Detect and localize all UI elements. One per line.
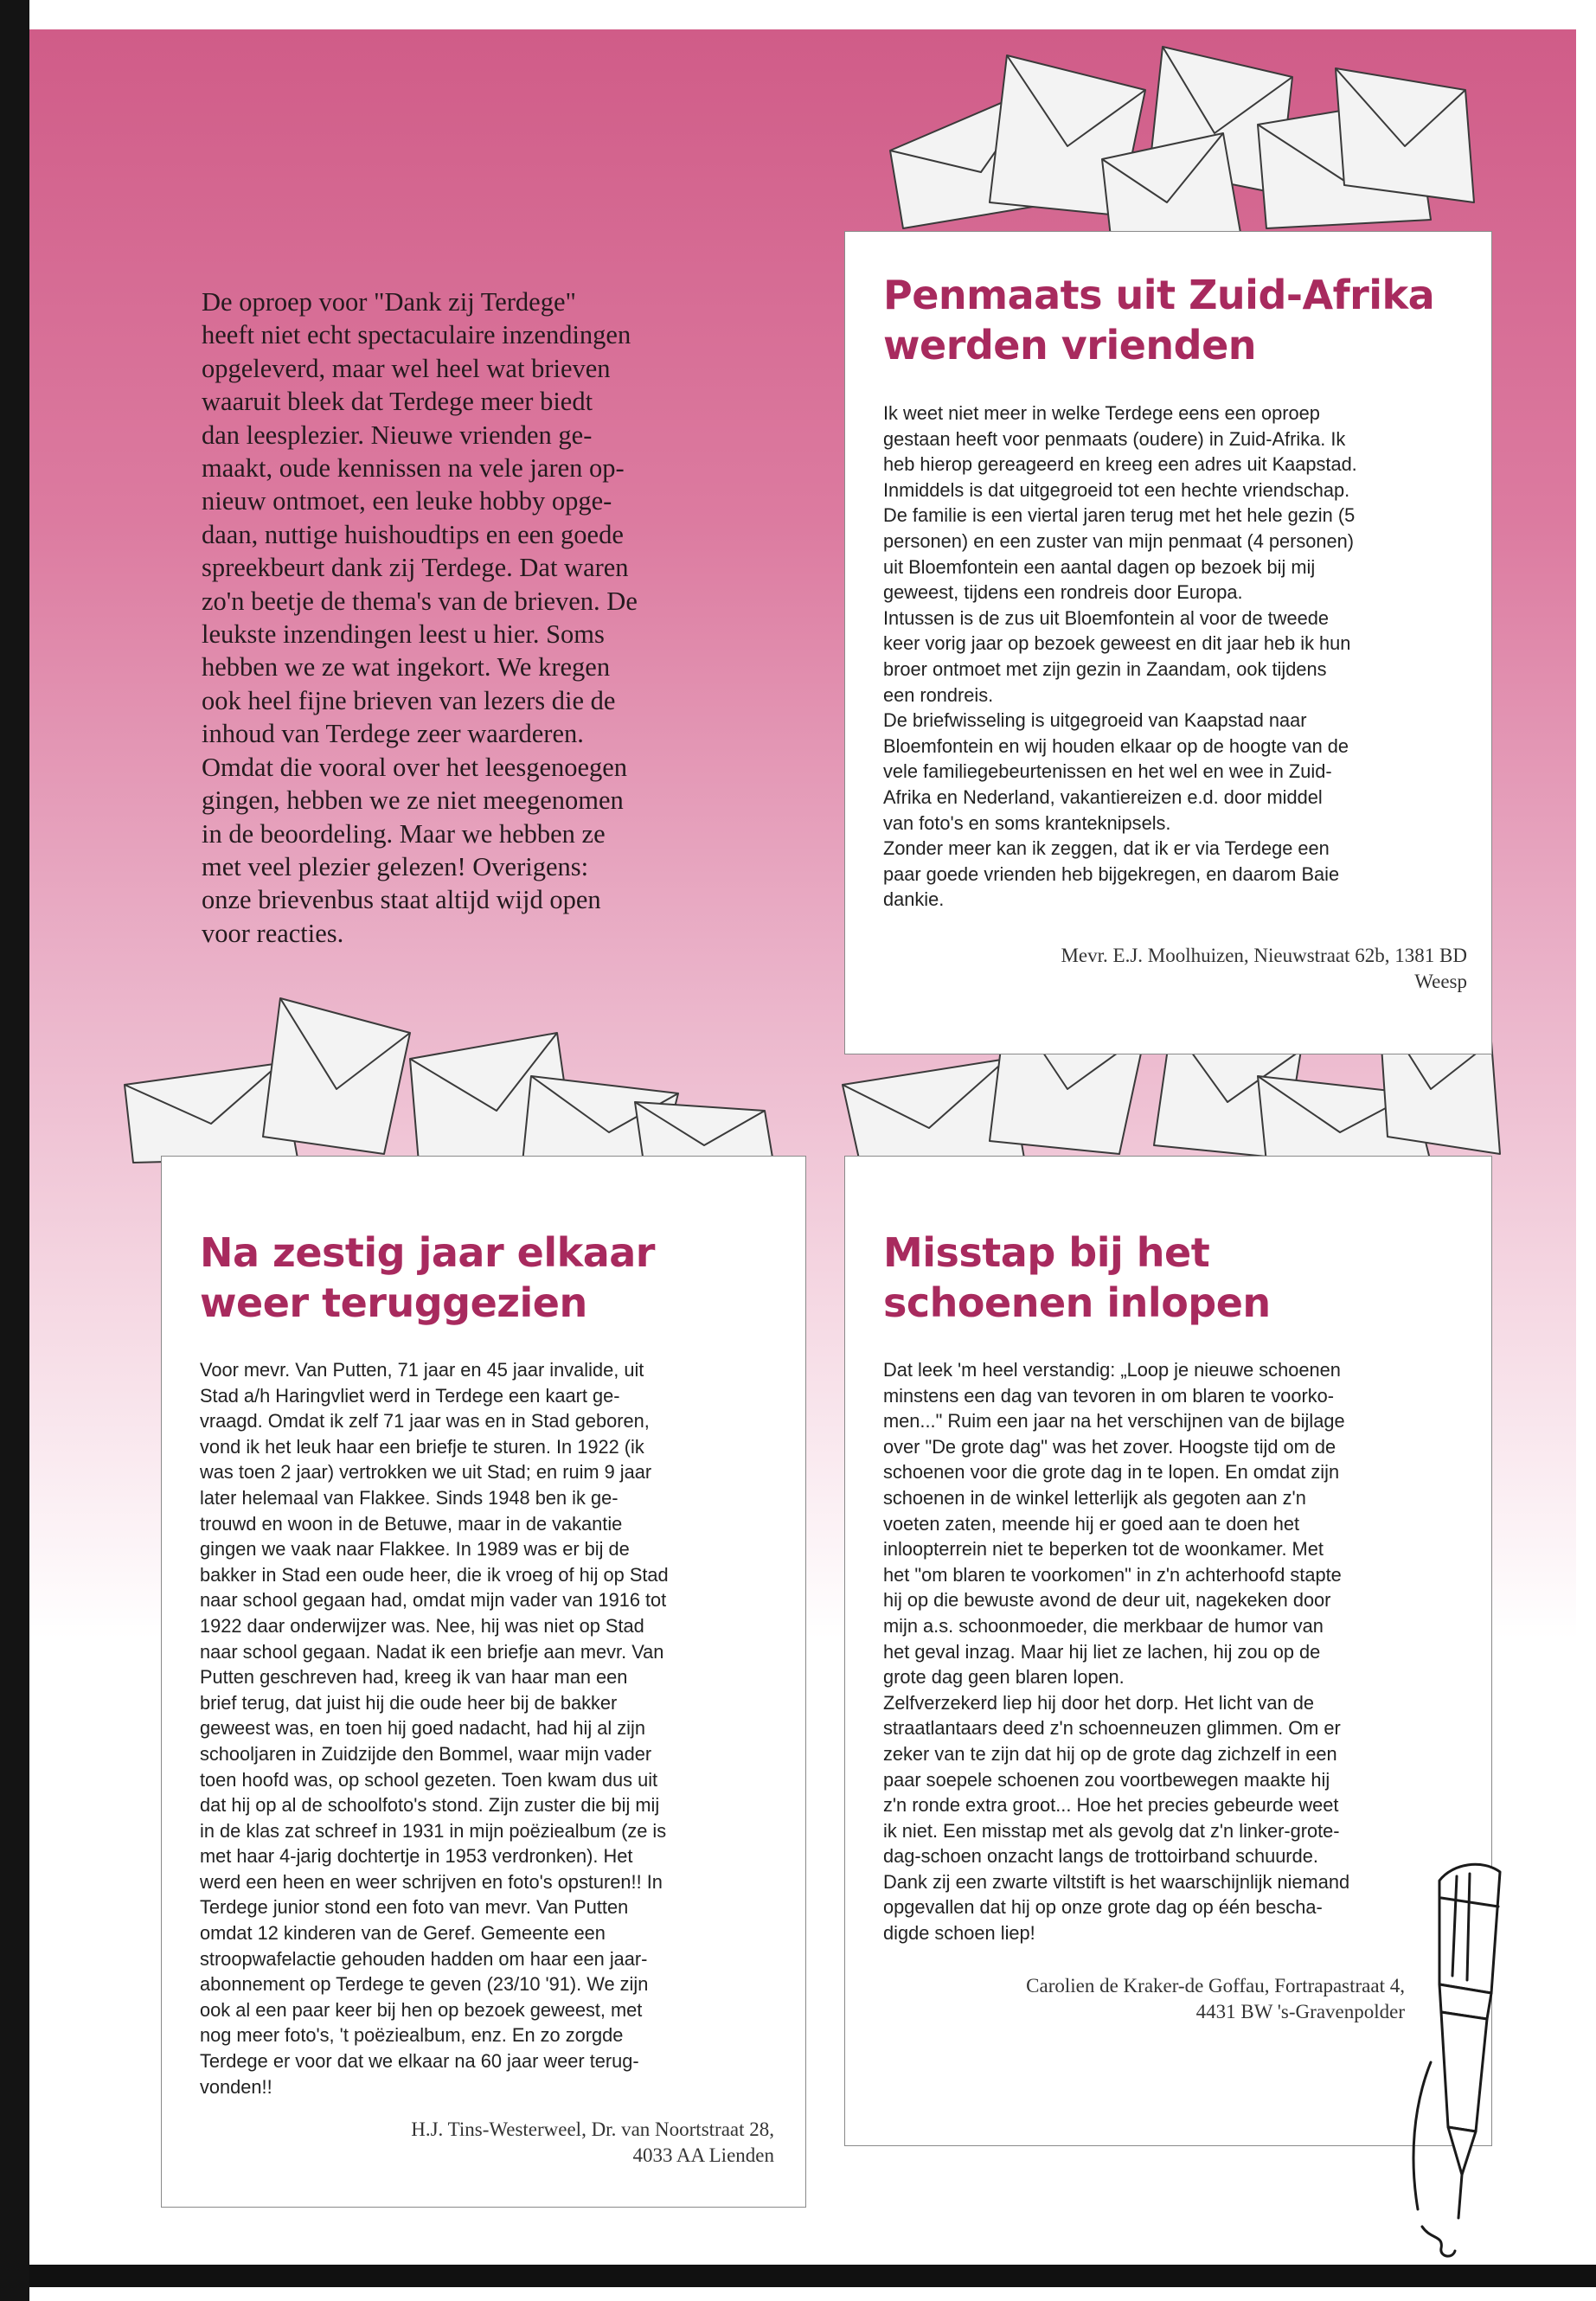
letter-title xyxy=(883,1227,1471,1328)
intro-line: De oproep voor "Dank zij Terdege" xyxy=(202,287,576,317)
intro-line: gingen, hebben we ze niet meegenomen xyxy=(202,785,624,816)
letter-body: Ik weet niet meer in welke Terdege eens een oproep gestaan heeft voor penmaats (oudere) in Zuid-Afrika. Ik heb hierop gereageerd en kreeg een adres uit Kaapstad. Inmiddels is dat uitgegroeid tot een hechte vriendschap. De familie is een viertal jaren terug met het hele gezin (5 personen) en een zuster van mijn penmaat (4 personen) uit Bloemfontein een aantal dagen op bezoek bij mij geweest, tijdens een rondreis door Europa. Intussen is de zus uit Bloemfontein al voor de tweede keer vorig jaar op bezoek geweest en dit jaar heb ik hun broer ontmoet met zijn gezin in Zaandam, ook tijdens een rondreis. De briefwisseling is uitgegroeid van Kaapstad naar Bloemfontein en wij houden elkaar op de hoogte van de vele familiegebeurtenissen en het wel en wee in Zuid- Afrika en Nederland, vakantiereizen e.d. door middel van foto's en soms kranteknipsels. Zonder meer kan ik zeggen, dat ik er via Terdege een paar goede vrienden heb bijgekregen, en daarom Baie dankie. xyxy=(883,402,1357,911)
intro-line: hebben we ze wat ingekort. We kregen xyxy=(202,652,611,683)
intro-line: zo'n beetje de thema's van de brieven. De xyxy=(202,586,638,616)
intro-line: maakt, oude kennissen na vele jaren op- xyxy=(202,453,625,484)
intro-line: met veel plezier gelezen! Overigens: xyxy=(202,851,589,881)
intro-line: Omdat die vooral over het leesgenoegen xyxy=(202,752,628,782)
letter-title xyxy=(200,1227,771,1328)
intro-line: heeft niet echt spectaculaire inzendingen xyxy=(202,320,631,350)
letter-card-zestig-jaar xyxy=(161,1156,806,2208)
intro-line: inhoud van Terdege zeer waarderen. xyxy=(202,719,584,749)
intro-line: voor reacties. xyxy=(202,918,344,948)
intro-line: onze brievenbus staat altijd wijd open xyxy=(202,885,601,915)
letter-card-penmaats xyxy=(844,231,1492,1054)
letter-signature: Mevr. E.J. Moolhuizen, Nieuwstraat 62b, 1381 BD Weesp xyxy=(1061,945,1467,992)
intro-text xyxy=(202,285,755,950)
magazine-page xyxy=(29,29,1576,2265)
letter-title-text: Na zestig jaar elkaar weer teruggezien xyxy=(200,1229,655,1326)
scan-border-top xyxy=(29,0,1596,29)
letter-body: Voor mevr. Van Putten, 71 jaar en 45 jaar invalide, uit Stad a/h Haringvliet werd in Terdege een kaart ge- vraagd. Omdat ik zelf 71 jaar was en in Stad geboren, vond ik het leuk haar een briefje te sturen. In 1922 (ik was toen 2 jaar) vertrokken we uit Stad; en ruim 9 jaar later helemaal van Flakkee. Sinds 1948 ben ik ge- trouwd en woon in de Betuwe, maar in de vakantie gingen we vaak naar Flakkee. In 1989 was er bij de bakker in Stad een oude heer, die ik vroeg of hij op Stad naar school gegaan had, omdat mijn vader van 1916 tot 1922 daar onderwijzer was. Nee, hij was niet op Stad naar school gegaan. Nadat ik een briefje aan mevr. Van Putten geschreven had, kreeg ik van haar man een brief terug, dat juist hij die oude heer bij de bakker geweest was, en toen hij goed nadacht, had hij al zijn schooljaren in Zuidzijde den Bommel, waar mijn vader toen hoofd was, op school gezeten. Toen kwam dus uit dat hij op al de schoolfoto's stond. Zijn zuster die bij mij in de klas zat schreef in 1931 in mijn poëziealbum (ze is met haar 4-jarig dochtertje in 1953 verdronken). Het werd een heen en weer schrijven en foto's opsturen!! In Terdege junior stond een foto van mevr. Van Putten omdat 12 kinderen van de Geref. Gemeente een stroopwafelactie gehouden hadden om haar een jaar- abonnement op Terdege te geven (23/10 '91). We zijn ook al een paar keer bij hen op bezoek geweest, met nog meer foto's, 't poëziealbum, enz. En zo zorgde Terdege er voor dat we elkaar na 60 jaar weer terug- vonden!! xyxy=(200,1359,669,2098)
intro-line: nieuw ontmoet, een leuke hobby opge- xyxy=(202,486,612,516)
intro-line: waaruit bleek dat Terdege meer biedt xyxy=(202,387,593,417)
letter-body: Dat leek 'm heel verstandig: „Loop je nieuwe schoenen minstens een dag van tevoren in om blaren te voorko- men..." Ruim een jaar na het verschijnen van de bijlage over "De grote dag" was het zover. Hoogste tijd om de schoenen voor die grote dag in te lopen. En omdat zijn schoenen in de winkel letterlijk als gegoten aan z'n voeten zaten, meende hij er goed aan te doen het inloopterrein niet te beperken tot de woonkamer. Met het "om blaren te voorkomen" in z'n achterhoofd stapte hij op die bewuste avond de deur uit, nagekeken door mijn a.s. schoonmoeder, die merkbaar de humor van het geval inzag. Maar hij liet ze lachen, hij zou op de grote dag geen blaren lopen. Zelfverzekerd liep hij door het dorp. Het licht van de straatlantaars deed z'n schoenneuzen glimmen. Om er zeker van te zijn dat hij op de grote dag zichzelf in een paar soepele schoenen zou voortbewegen maakte hij z'n ronde extra groot... Hoe het precies gebeurde weet ik niet. Een misstap met als gevolg dat z'n linker-grote- dag-schoen onzacht langs de trottoirband schuurde. Dank zij een zwarte viltstift is het waarschijnlijk niemand opgevallen dat hij op onze grote dag op één bescha- digde schoen liep! xyxy=(883,1359,1350,1945)
letter-title xyxy=(883,270,1471,370)
intro-line: ook heel fijne brieven van lezers die de xyxy=(202,685,616,715)
envelopes-illustration-top xyxy=(808,29,1517,237)
scan-border-right xyxy=(1576,0,1596,2301)
intro-line: in de beoordeling. Maar we hebben ze xyxy=(202,818,606,849)
scan-border-left xyxy=(0,0,29,2301)
letter-title-text: Penmaats uit Zuid-Afrika werden vrienden xyxy=(883,272,1435,369)
intro-line: daan, nuttige huishoudtips en een goede xyxy=(202,519,624,549)
pen-illustration xyxy=(1379,1846,1561,2261)
scan-border-bottom xyxy=(29,2265,1596,2287)
letter-signature: Carolien de Kraker-de Goffau, Fortrapastraat 4, 4431 BW 's-Gravenpolder xyxy=(1026,1975,1405,2022)
envelopes-illustration-left xyxy=(125,981,817,1163)
intro-line: dan leesplezier. Nieuwe vrienden ge- xyxy=(202,420,593,450)
letter-signature: H.J. Tins-Westerweel, Dr. van Noortstraat 28, 4033 AA Lienden xyxy=(411,2118,774,2166)
intro-line: leukste inzendingen leest u hier. Soms xyxy=(202,619,605,650)
intro-line: spreekbeurt dank zij Terdege. Dat waren xyxy=(202,553,629,583)
letter-title-text: Misstap bij het schoenen inlopen xyxy=(883,1229,1271,1326)
intro-line: opgeleverd, maar wel heel wat brieven xyxy=(202,353,611,383)
